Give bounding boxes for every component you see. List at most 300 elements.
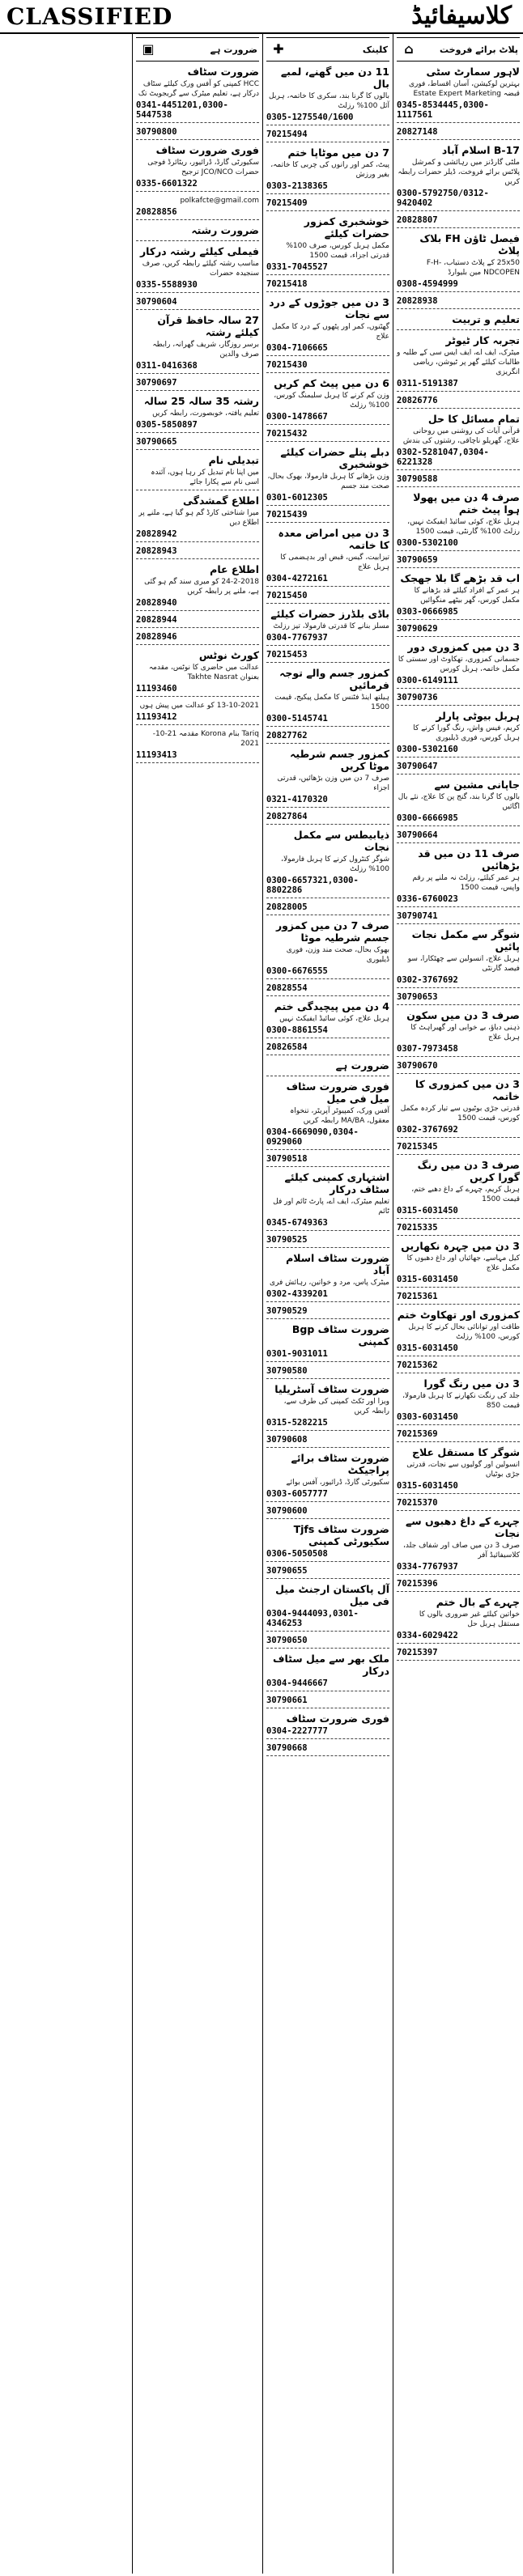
ad-title: ضرورت سٹاف Bgp کمپنی: [291, 1323, 389, 1347]
ad-phone: 0300-5302100: [397, 538, 458, 548]
section-header: [397, 37, 520, 62]
classified-ad: [136, 66, 259, 123]
classified-ad: [136, 454, 259, 490]
ad-phone: 0304-4272161: [266, 574, 328, 584]
ad-title: فیصل ٹاؤن FH بلاک پلاٹ: [419, 232, 520, 257]
ad-phone: 0301-9031011: [266, 1349, 328, 1359]
ad-title: ہربل بیوٹی پارلر: [436, 710, 520, 722]
classified-ad: [397, 296, 520, 309]
ad-phone: 30790670: [397, 1061, 438, 1071]
ad-phone: 0315-6031450: [397, 1343, 458, 1353]
ad-body: polkafcte@gmail.com: [180, 197, 259, 205]
classified-ad: [397, 928, 520, 988]
ad-phone: 30790655: [266, 1566, 308, 1576]
classified-ad: [397, 779, 520, 826]
ad-phone: 0301-6012305: [266, 493, 328, 503]
section-header: [136, 37, 259, 62]
ad-title: فیملی کیلئے رشتہ درکار: [139, 245, 259, 257]
section-title: پلاٹ برائے فروخت: [440, 44, 518, 55]
classified-ad: [266, 1235, 389, 1248]
classified-ad: [266, 667, 389, 727]
ad-body: پیٹ، کمر اور رانوں کی چربی کا خاتمہ، بغیر ورزش: [270, 161, 389, 179]
ad-title: ضرورت رشتہ: [191, 224, 259, 236]
ad-phone: 70215361: [397, 1292, 438, 1301]
classified-ad: [266, 829, 389, 898]
classified-ad: [136, 245, 259, 293]
classified-ad: [266, 1566, 389, 1579]
ad-body: جلد کی رنگت نکھارنے کا ہربل فارمولا، قیمت 850: [402, 1392, 520, 1410]
classified-ad: [266, 731, 389, 744]
ad-phone: 0335-5588930: [136, 280, 198, 290]
ad-body: بالوں کا گرنا بند، سکری کا خاتمہ، ہربل آئل 100% رزلٹ: [269, 92, 389, 110]
classified-ad: [136, 632, 259, 645]
ad-body: عدالت میں حاضری کا نوٹس، مقدمہ بعنوان Takhte Nasrat: [148, 664, 259, 681]
ad-phone: 70215494: [266, 129, 308, 139]
ad-title: کمزوری اور تھکاوٹ ختم: [397, 1309, 520, 1321]
ad-body: Tariq بنام Korona مقدمہ 21-10-2021: [152, 730, 259, 748]
ad-body: مکمل ہربل کورس، صرف 100% قدرتی اجزاء، قیمت 1500: [286, 242, 389, 260]
ad-title: 3 دن میں کمزوری کا خاتمہ: [415, 1078, 520, 1102]
ad-body: کریم، فیس واش، رنگ گورا کرنے کا ہربل کورس، فوری ڈیلیوری: [413, 724, 520, 742]
classified-ad: [397, 215, 520, 228]
ad-phone: 0321-4170320: [266, 795, 328, 804]
ad-title: خوشخبری کمزور حضرات کیلئے: [304, 215, 389, 240]
classified-ad: [397, 1429, 520, 1442]
briefcase-icon: ▣: [142, 41, 155, 57]
ad-body: ویزا اور ٹکٹ کمپنی کی طرف سے، رابطہ کریں: [283, 1398, 389, 1415]
ad-title: صرف 4 دن میں پھولا ہوا پیٹ ختم: [413, 491, 520, 516]
ad-title: کمزور جسم شرطیہ موٹا کریں: [290, 748, 389, 772]
classified-ad: [397, 66, 520, 123]
ad-phone: 0334-6029422: [397, 1631, 458, 1640]
classified-ad: [397, 1498, 520, 1511]
column-1: [393, 34, 523, 2574]
ad-phone: 0315-6031450: [397, 1481, 458, 1491]
ad-phone: 20827148: [397, 127, 438, 137]
ad-body: جسمانی کمزوری، تھکاوٹ اور سستی کا مکمل خاتمہ، ہربل کورس: [398, 656, 520, 673]
classified-ad: [397, 555, 520, 568]
ad-title: شوگر کا مستقل علاج: [412, 1446, 520, 1458]
classified-ad: [266, 1383, 389, 1431]
ad-phone: 0302-4339201: [266, 1289, 328, 1299]
ad-title: ضرورت سٹاف Tjfs سکیورٹی کمپنی: [293, 1523, 389, 1547]
ad-title: B-17 اسلام آباد: [441, 144, 520, 156]
ad-body: بھوک بحال، صحت مند وزن، فوری ڈیلیوری: [286, 946, 389, 964]
ad-phone: 0315-6031450: [397, 1275, 458, 1284]
ad-title: ضرورت سٹاف آسٹریلیا: [274, 1383, 389, 1395]
ad-phone: 0331-7045527: [266, 262, 328, 272]
classified-ad: [397, 1377, 520, 1425]
ad-body: ہر عمر کے افراد کیلئے قد بڑھانے کا مکمل کورس، گھر بیٹھے منگوائیں: [414, 587, 520, 605]
ad-title: تعلیم و تربیت: [452, 313, 520, 325]
classified-ad: [397, 1596, 520, 1644]
classified-ad: [136, 615, 259, 628]
ad-body: تیزابیت، گیس، قبض اور بدہضمی کا ہربل علاج: [280, 554, 389, 571]
ad-phone: 0304-7767937: [266, 633, 328, 643]
classified-ad: [266, 748, 389, 808]
ad-body: بہترین لوکیشن، آسان اقساط، فوری قبضہ Estate Expert Marketing: [409, 80, 520, 98]
ad-title: ذیابیطس سے مکمل نجات: [293, 829, 389, 853]
ad-phone: 20828942: [136, 529, 177, 539]
classified-ad: [266, 446, 389, 506]
classified-ad: [266, 1323, 389, 1362]
classified-ad: [266, 1743, 389, 1756]
ad-phone: 0335-6601322: [136, 179, 198, 189]
ad-phone: 30790588: [397, 474, 438, 484]
classified-ad: [397, 710, 520, 758]
section-title: کلینک: [362, 44, 388, 55]
classified-ad: [266, 360, 389, 373]
ad-phone: 0311-0416368: [136, 361, 198, 371]
classified-ad: [136, 437, 259, 450]
ad-phone: 30790653: [397, 992, 438, 1002]
classified-ad: [136, 127, 259, 140]
ad-phone: 20828940: [136, 598, 177, 608]
classified-ad: [397, 127, 520, 140]
ad-title: اطلاع عام: [210, 563, 259, 575]
classified-ad: [397, 1159, 520, 1219]
classified-ad: [266, 1252, 389, 1302]
classified-ad: [266, 608, 389, 646]
ad-phone: 0307-7973458: [397, 1044, 458, 1054]
classified-ad: [397, 1579, 520, 1592]
classified-ad: [266, 1695, 389, 1708]
ad-title: صرف 3 دن میں سکون: [406, 1009, 520, 1021]
section-header: [266, 37, 389, 62]
classified-ad: [136, 144, 259, 192]
classified-ad: [397, 1240, 520, 1288]
classified-ad: [397, 491, 520, 551]
ad-title: آل پاکستان ارجنٹ میل فی میل: [275, 1583, 389, 1607]
classified-ad: [397, 1309, 520, 1356]
ad-body: صرف 7 دن میں وزن بڑھائیں، قدرتی اجزاء: [277, 774, 389, 792]
ad-phone: 0300-6676555: [266, 966, 328, 976]
ad-phone: 70215396: [397, 1579, 438, 1589]
ad-title: دبلے پتلے حضرات کیلئے خوشخبری: [280, 446, 389, 470]
ad-phone: 30790697: [136, 378, 177, 388]
ad-body: میٹرک پاس، مرد و خواتین، رہائش فری: [269, 1279, 389, 1287]
ad-phone: 20827864: [266, 812, 308, 821]
ad-body: برسر روزگار، شریف گھرانہ، رابطہ صرف والدین: [152, 341, 259, 359]
ad-body: ہربل کریم، چہرے کے داغ دھبے ختم، قیمت 1500: [411, 1186, 520, 1203]
ad-phone: 20828856: [136, 207, 177, 217]
ad-phone: 0303-6031450: [397, 1412, 458, 1422]
classified-ad: [397, 1292, 520, 1305]
ad-phone: 70215418: [266, 279, 308, 289]
ad-title: 7 دن میں موٹاپا ختم: [287, 146, 389, 159]
ad-title: اطلاع گمشدگی: [183, 494, 259, 507]
classified-ad: [397, 762, 520, 774]
ad-phone: 0304-9446667: [266, 1678, 328, 1688]
ad-phone: 0300-6666985: [397, 813, 458, 823]
ad-phone: 0304-7106665: [266, 343, 328, 353]
ad-phone: 30790580: [266, 1366, 308, 1376]
classified-ad: [266, 1306, 389, 1319]
ad-phone: 70215397: [397, 1648, 438, 1657]
masthead-english: CLASSIFIED: [6, 3, 173, 30]
column-2: [262, 34, 393, 2574]
classified-ad: [136, 224, 259, 241]
ad-phone: 70215432: [266, 429, 308, 439]
classified-ad: [397, 396, 520, 409]
ad-phone: 0303-6057777: [266, 1489, 328, 1499]
classified-ad: [266, 1435, 389, 1448]
ad-phone: 70215430: [266, 360, 308, 370]
classified-ad: [266, 1042, 389, 1055]
ad-title: چہرے کے بال ختم: [436, 1596, 520, 1608]
classified-ad: [136, 649, 259, 697]
ad-title: تبدیلی نام: [208, 454, 259, 466]
ad-body: مسلز بنانے کا قدرتی فارمولا، تیز رزلٹ: [273, 622, 389, 630]
ad-body: میٹرک، ایف اے، ایف ایس سی کے طلبہ و طالبات کیلئے گھر پر ٹیوشن، ریاضی انگریزی: [397, 349, 520, 376]
classified-ad: [397, 641, 520, 689]
classified-ad: [266, 296, 389, 356]
ad-title: لاہور سمارٹ سٹی: [426, 66, 520, 78]
ad-phone: 20827762: [266, 731, 308, 741]
classified-ad: [397, 1142, 520, 1155]
ad-body: ہربل علاج، کوئی سائیڈ ایفیکٹ نہیں، رزلٹ 100% گارنٹی، قیمت 1500: [407, 518, 520, 536]
ad-body: سکیورٹی گارڈ، ڈرائیور، آفس بوائے: [286, 1479, 389, 1487]
classified-ad: [397, 1223, 520, 1236]
classified-ad: [266, 1583, 389, 1632]
medical-icon: ✚: [273, 41, 284, 57]
classified-ad: [397, 413, 520, 470]
classified-ad: [136, 297, 259, 310]
ad-phone: 30790650: [266, 1636, 308, 1645]
ad-phone: 0305-5850897: [136, 420, 198, 430]
classified-ad: [397, 1515, 520, 1575]
ad-phone: 30790741: [397, 911, 438, 921]
ad-title: صرف 7 دن میں کمزور جسم شرطیہ موٹا: [275, 919, 389, 944]
classified-ad: [397, 313, 520, 330]
ad-title: 3 دن میں جوڑوں کے درد سے نجات: [269, 296, 389, 320]
ad-body: شوگر کنٹرول کرنے کا ہربل فارمولا، 100% رزلٹ: [281, 855, 389, 873]
classified-ad: [136, 494, 259, 542]
ad-phone: 0341-4451201,0300-5447538: [136, 100, 228, 120]
ad-phone: 70215335: [397, 1223, 438, 1233]
ad-body: انسولین اور گولیوں سے نجات، قدرتی جڑی بوٹیاں: [406, 1461, 520, 1479]
ad-title: رشتہ 35 سالہ 25 سالہ: [143, 395, 259, 407]
ad-phone: 0300-8861554: [266, 1025, 328, 1035]
ad-title: تجربہ کار ٹیوٹر: [445, 334, 520, 346]
classified-ad: [397, 144, 520, 211]
classified-ad: [266, 1171, 389, 1231]
ad-title: ضرورت ہے: [335, 1059, 389, 1072]
ad-phone: 20828943: [136, 546, 177, 556]
ad-phone: 0345-8534445,0300-1117561: [397, 100, 489, 120]
classified-ad: [397, 847, 520, 907]
ad-title: صرف 11 دن میں قد بڑھائیں: [418, 847, 520, 872]
classified-ad: [136, 378, 259, 391]
ad-phone: 0315-6031450: [397, 1206, 458, 1216]
ad-phone: 0300-5145741: [266, 714, 328, 724]
ad-body: 13-10-2021 کو عدالت میں پیش ہوں: [139, 702, 259, 710]
ad-phone: 0300-5792750/0312-9420402: [397, 189, 489, 208]
ad-body: قرآنی آیات کی روشنی میں روحانی علاج، گھریلو ناچاقی، رشتوں کی بندش: [402, 427, 520, 445]
classified-ad: [266, 66, 389, 125]
classified-ad: [397, 1648, 520, 1661]
masthead-urdu: کلاسیفائیڈ: [411, 2, 512, 30]
ad-body: کیل مہاسے، جھائیاں اور داغ دھبوں کا مکمل علاج: [406, 1254, 520, 1272]
classified-ad: [266, 1366, 389, 1379]
classified-ad: [397, 1360, 520, 1373]
ad-phone: 0315-5282215: [266, 1418, 328, 1428]
classified-ad: [266, 429, 389, 442]
classified-ad: [266, 983, 389, 996]
ad-phone: 30790600: [266, 1506, 308, 1516]
classified-ad: [266, 1000, 389, 1038]
ad-phone: 30790518: [266, 1154, 308, 1164]
ad-phone: 20828807: [397, 215, 438, 225]
ad-title: چہرے کے داغ دھبوں سے نجات: [406, 1515, 520, 1539]
ad-body: ہر عمر کیلئے، رزلٹ نہ ملنے پر رقم واپس، قیمت 1500: [412, 874, 520, 892]
ad-title: 11 دن میں گھنے، لمبے بال: [280, 66, 389, 90]
classified-ad: [266, 919, 389, 979]
ad-title: جاپانی مشین سے: [434, 779, 520, 791]
ad-body: خواتین کیلئے غیر ضروری بالوں کا مستقل ہربل حل: [419, 1611, 520, 1628]
ad-phone: 20828938: [397, 296, 438, 306]
classified-ad: [266, 1653, 389, 1691]
classified-ad: [266, 1636, 389, 1649]
classified-ad: [397, 1009, 520, 1057]
ad-title: فوری ضرورت سٹاف: [155, 144, 259, 156]
classified-ad: [266, 279, 389, 292]
classified-ad: [136, 729, 259, 763]
ad-phone: 0304-2227777: [266, 1726, 328, 1736]
ad-body: ہیلتھ اینڈ فٹنس کا مکمل پیکیج، قیمت 1500: [274, 694, 389, 711]
ad-title: تمام مسائل کا حل: [427, 413, 520, 425]
ad-phone: 0305-1275540/1600: [266, 112, 354, 122]
ad-body: HCC کمپنی کو آفس ورک کیلئے سٹاف درکار ہے، تعلیم میٹرک سے گریجویٹ تک: [138, 80, 259, 98]
ad-phone: 0302-5281047,0304-6221328: [397, 448, 489, 467]
ad-phone: 0300-5302160: [397, 745, 458, 754]
classified-ad: [397, 911, 520, 924]
classified-ad: [266, 527, 389, 587]
ad-phone: 30790659: [397, 555, 438, 565]
ad-phone: 11193413: [136, 750, 177, 760]
classified-ad: [266, 1059, 389, 1076]
ad-title: باڈی بلڈرز حضرات کیلئے: [270, 608, 389, 620]
ad-title: 3 دن میں چہرہ نکھاریں: [401, 1240, 520, 1252]
ad-phone: 0302-3767692: [397, 1125, 458, 1135]
house-icon: ⌂: [404, 41, 414, 57]
ad-phone: 0303-0666985: [397, 607, 458, 617]
masthead: [0, 0, 523, 34]
ad-title: 27 سالہ حافظ قرآن کیلئے رشتہ: [157, 314, 259, 338]
ad-title: کمزور جسم والے توجہ فرمائیں: [279, 667, 389, 691]
ad-body: مناسب رشتہ کیلئے رابطہ کریں، صرف سنجیدہ حضرات: [142, 260, 259, 278]
classified-ad: [397, 992, 520, 1005]
ad-phone: 0300-6149111: [397, 676, 458, 685]
ad-title: ملک بھر سے میل سٹاف درکار: [273, 1653, 389, 1677]
ad-phone: 70215362: [397, 1360, 438, 1370]
ad-title: ضرورت سٹاف اسلام آباد: [286, 1252, 389, 1276]
ad-phone: 30790604: [136, 297, 177, 307]
classified-ad: [266, 1506, 389, 1519]
classified-ad: [397, 1446, 520, 1494]
classified-ad: [397, 830, 520, 843]
ad-title: کورٹ نوٹس: [198, 649, 259, 661]
ad-phone: 30790800: [136, 127, 177, 137]
classified-ad: [266, 198, 389, 211]
ad-phone: 70215439: [266, 510, 308, 520]
classified-ad: [266, 650, 389, 663]
classified-ad: [136, 563, 259, 611]
ad-phone: 0306-5050508: [266, 1549, 328, 1559]
ad-phone: 30790608: [266, 1435, 308, 1445]
ad-body: بالوں کا گرنا بند، گنج پن کا علاج، نئے بال اگائیں: [398, 793, 520, 811]
ad-phone: 0311-5191387: [397, 379, 458, 388]
ad-title: فوری ضرورت سٹاف: [286, 1712, 389, 1725]
ad-phone: 0308-4594999: [397, 279, 458, 289]
ad-body: آفس ورک، کمپیوٹر آپریٹر، تنخواہ معقول، MA/BA رابطہ کریں: [290, 1107, 389, 1125]
classified-ad: [397, 572, 520, 620]
ad-title: 4 دن میں پیچیدگی ختم: [274, 1000, 389, 1012]
ad-phone: 30790529: [266, 1306, 308, 1316]
ad-phone: 70215369: [397, 1429, 438, 1439]
ad-phone: 0302-3767692: [397, 975, 458, 985]
classified-ad: [266, 510, 389, 523]
ad-body: صرف 3 دن میں صاف اور شفاف جلد، کلاسیفائیڈ آفر: [403, 1542, 520, 1560]
ad-phone: 11193412: [136, 712, 177, 722]
ad-body: میں اپنا نام تبدیل کر رہا ہوں، آئندہ اسی نام سے پکارا جائے: [151, 469, 259, 486]
classified-ad: [136, 546, 259, 559]
classified-ad: [266, 215, 389, 275]
ad-phone: 70215345: [397, 1142, 438, 1152]
classified-ad: [266, 812, 389, 825]
ad-title: ضرورت سٹاف: [187, 66, 259, 78]
ad-title: شوگر سے مکمل نجات پائیں: [411, 928, 520, 953]
ad-body: وزن بڑھانے کا ہربل فارمولا، بھوک بحال، صحت مند جسم: [267, 473, 389, 490]
classified-ad: [397, 624, 520, 637]
classified-ad: [266, 129, 389, 142]
classified-ad: [397, 474, 520, 487]
classified-ad: [266, 1452, 389, 1502]
ad-title: 3 دن میں رنگ گورا: [423, 1377, 520, 1390]
ad-phone: 30790736: [397, 693, 438, 702]
ad-phone: 70215450: [266, 591, 308, 601]
classified-ad: [266, 1080, 389, 1150]
ad-phone: 11193460: [136, 684, 177, 694]
ad-phone: 30790629: [397, 624, 438, 634]
ad-body: ذہنی دباؤ، بے خوابی اور گھبراہٹ کا ہربل علاج: [410, 1024, 520, 1042]
ad-body: قدرتی جڑی بوٹیوں سے تیار کردہ مکمل کورس، قیمت 1500: [400, 1105, 520, 1122]
ad-phone: 0336-6760023: [397, 894, 458, 904]
ad-body: میرا شناختی کارڈ گم ہو گیا ہے، ملنے پر اطلاع دیں: [138, 509, 259, 527]
ad-phone: 30790661: [266, 1695, 308, 1705]
ad-phone: 0304-6669090,0304-0929060: [266, 1127, 359, 1147]
classified-ad: [136, 314, 259, 374]
ad-phone: 20828005: [266, 902, 308, 912]
ad-phone: 70215409: [266, 198, 308, 208]
classified-ad: [397, 232, 520, 292]
ad-body: ہربل علاج، انسولین سے چھٹکارا، سو فیصد گارنٹی: [407, 955, 520, 973]
classified-ad: [266, 1523, 389, 1562]
ad-phone: 0345-6749363: [266, 1218, 328, 1228]
ad-body: تعلیم میٹرک، ایف اے، پارٹ ٹائم اور فل ٹائم: [273, 1198, 389, 1216]
ad-phone: 0303-2138365: [266, 181, 328, 191]
classified-ad: [266, 377, 389, 425]
classified-ad: [136, 395, 259, 433]
column-4: [2, 34, 132, 2574]
classified-ad: [397, 334, 520, 392]
ad-phone: 0300-6657321,0300-8802286: [266, 876, 359, 895]
classified-ad: [397, 1061, 520, 1074]
ad-body: ہربل علاج، کوئی سائیڈ ایفیکٹ نہیں: [279, 1015, 389, 1023]
ad-phone: 0300-1478667: [266, 412, 328, 422]
ad-body: گھٹنوں، کمر اور پٹھوں کے درد کا مکمل علاج: [271, 323, 389, 341]
classified-ad: [397, 1078, 520, 1138]
